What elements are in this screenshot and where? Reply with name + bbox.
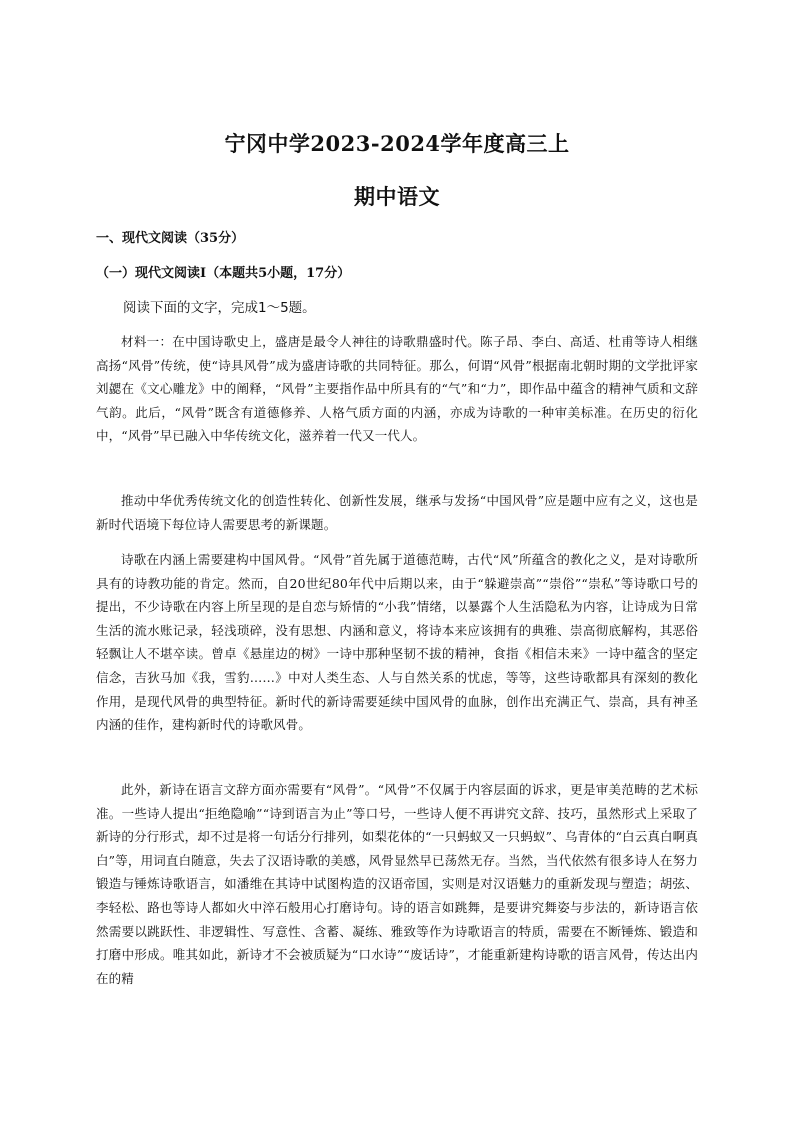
paragraph-language-fenggu: 此外，新诗在语言文辞方面亦需要有“风骨”。“风骨”不仅属于内容层面的诉求，更是审美范畴的艺术标准。一些诗人提出“拒绝隐喻”“诗到语言为止”等口号，一些诗人便不再讲究文辞、技巧，虽然形式上采取了新诗的分行形式，却不过是将一句话分行排列，如梨花体的“一只蚂蚁又一只蚂蚁”、乌青体的“白云真白啊真白”等，用词直白随意，失去了汉语诗歌的美感，风骨显然早已荡然无存。当然，当代依然有很多诗人在努力锻造与锤炼诗歌语言，如潘维在其诗中试图构造的汉语帝国，实则是对汉语魅力的重新发现与塑造；胡弦、李轻松、路也等诗人都如火中淬石般用心打磨诗句。诗的语言如跳舞，是要讲究舞姿与步法的，新诗语言依然需要以跳跃性、非逻辑性、写意性、含蓄、凝练、雅致等作为诗歌语言的特质，需要在不断锤炼、锻造和打磨中形成。唯其如此，新诗才不会被质疑为“口水诗”“废话诗”，才能重新建构诗歌的语言风骨，传达出内在的精 [96, 782, 698, 986]
paragraph-material-one: 材料一：在中国诗歌史上，盛唐是最令人神往的诗歌鼎盛时代。陈子昂、李白、高适、杜甫等诗人相继高扬“风骨”传统，使“诗具风骨”成为盛唐诗歌的共同特征。那么，何谓“风骨”根据南北朝时期的文学批评家刘勰在《文心雕龙》中的阐释，“风骨”主要指作品中所具有的“气”和“力”，即作品中蕴含的精神气质和文辞气韵。此后，“风骨”既含有道德修养、人格气质方面的内涵，亦成为诗歌的一种审美标准。在历史的衍化中，“风骨”早已融入中华传统文化，滋养着一代又一代人。 [96, 334, 698, 444]
section-heading: 一、现代文阅读（35分） [96, 231, 245, 246]
document-title: 宁冈中学2023-2024学年度高三上 [224, 131, 570, 156]
subsection-heading: （一）现代文阅读Ⅰ（本题共5小题，17分） [96, 266, 351, 281]
reading-instruction: 阅读下面的文字，完成1～5题。 [123, 300, 316, 316]
paragraph-content-fenggu: 诗歌在内涵上需要建构中国风骨。“风骨”首先属于道德范畴，古代“风”所蕴含的教化之义，是对诗歌所具有的诗教功能的肯定。然而，自20世纪80年代中后期以来，由于“躲避崇高”“崇俗”“崇私”等诗歌口号的提出，不少诗歌在内容上所呈现的是自恋与矫情的“小我”情绪，以暴露个人生活隐私为内容，让诗成为日常生活的流水账记录，轻浅琐碎，没有思想、内涵和意义，将诗本来应该拥有的典雅、崇高彻底解构，其恶俗轻飘让人不堪卒读。曾卓《悬崖边的树》一诗中那种坚韧不拔的精神，食指《相信未来》一诗中蕴含的坚定信念，吉狄马加《我，雪豹……》中对人类生态、人与自然关系的忧虑，等等，这些诗歌都具有深刻的教化作用，是现代风骨的典型特征。新时代的新诗需要延续中国风骨的血脉，创作出充满正气、崇高，具有神圣内涵的佳作，建构新时代的诗歌风骨。 [96, 552, 698, 733]
paragraph-inheritance: 推动中华优秀传统文化的创造性转化、创新性发展，继承与发扬“中国风骨”应是题中应有之义，这也是新时代语境下每位诗人需要思考的新课题。 [96, 493, 698, 532]
document-subtitle: 期中语文 [354, 184, 440, 209]
